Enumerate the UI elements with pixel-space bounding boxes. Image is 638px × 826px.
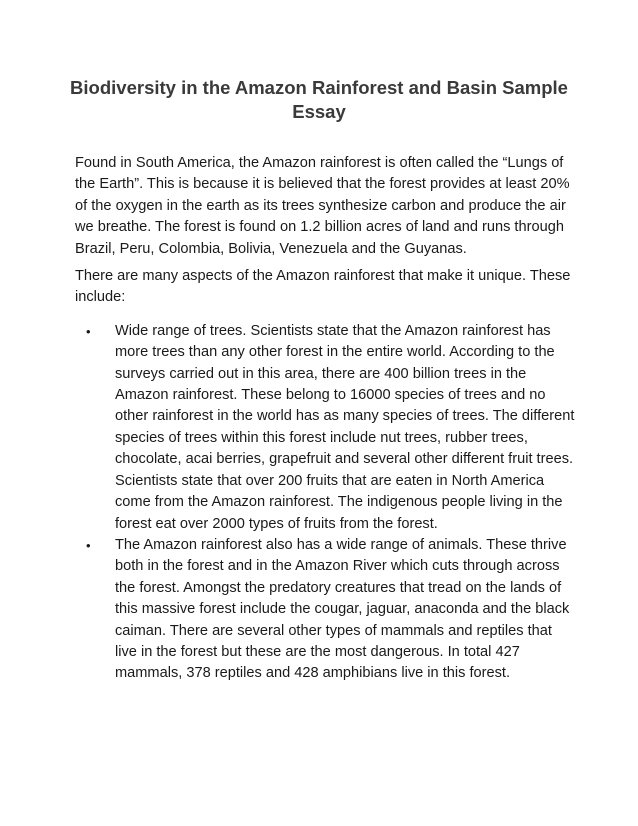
bullet-list [75,321,575,685]
essay-title: Biodiversity in the Amazon Rainforest and Basin Sample Essay [70,77,568,122]
list-item [75,535,575,685]
bullet-text-trees: Wide range of trees. Scientists state that the Amazon rainforest has more trees than any other forest in the entire world. According to the surveys carried out in this area, there are 400 billion trees in the Amazon rainforest. These belong to 16000 species of trees and no other rainforest in the world has as many species of trees. The different species of trees within this forest include nut trees, rubber trees, chocolate, acai berries, grapefruit and several other different fruit trees. Scientists state that over 200 fruits that are eaten in North America come from the Amazon rainforest. The indigenous people living in the forest eat over 2000 types of fruits from the forest. [115,322,575,532]
bullet-text-animals: The Amazon rainforest also has a wide range of animals. These thrive both in the forest and in the Amazon River which cuts through across the forest. Amongst the predatory creatures that tread on the lands of this massive forest include the cougar, jaguar, anaconda and the black caiman. There are several other types of mammals and reptiles that live in the forest but these are the most dangerous. In total 427 mammals, 378 reptiles and 428 amphibians live in this forest. [115,536,570,682]
intro-paragraph: Found in South America, the Amazon rainforest is often called the “Lungs of the Earth”. This is because it is believed that the forest provides at least 20% of the oxygen in the earth as its trees synthesize carbon and produce the air we breathe. The forest is found on 1.2 billion acres of land and runs through Brazil, Peru, Colombia, Bolivia, Venezuela and the Guyanas. [75,155,570,257]
aspects-paragraph: There are many aspects of the Amazon rainforest that make it unique. These include: [75,268,571,306]
bullet-icon: • [86,323,91,339]
essay-body [75,153,575,685]
list-item [75,321,575,535]
bullet-icon: • [86,537,91,553]
